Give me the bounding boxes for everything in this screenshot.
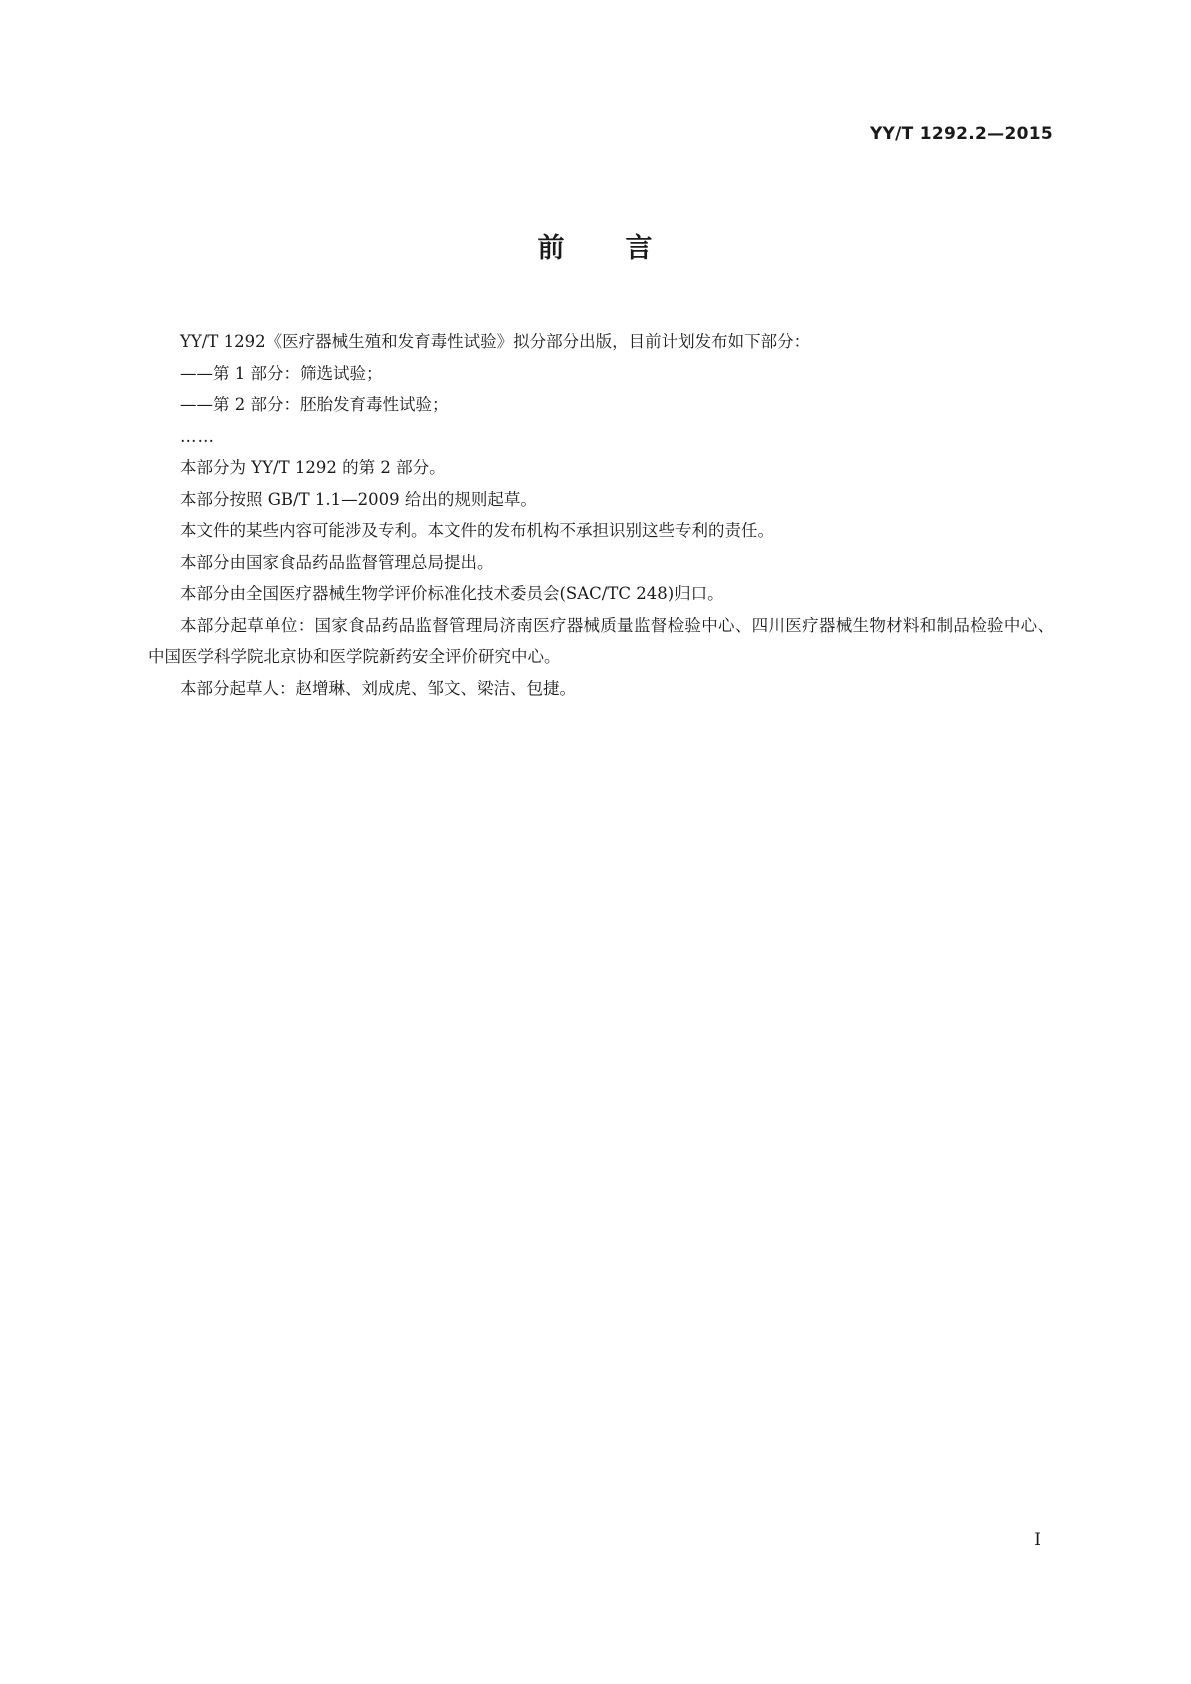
standard-code: YY/T 1292.2—2015 bbox=[869, 124, 1053, 144]
paragraph-drafting-rules: 本部分按照 GB/T 1.1—2009 给出的规则起草。 bbox=[180, 489, 537, 509]
title-char-2: 言 bbox=[625, 233, 654, 264]
paragraph-proposed-by: 本部分由国家食品药品监督管理总局提出。 bbox=[180, 552, 494, 572]
list-ellipsis: …… bbox=[180, 426, 215, 446]
page-number: I bbox=[1034, 1530, 1041, 1550]
foreword-body bbox=[148, 326, 1054, 704]
paragraph-under-jurisdiction: 本部分由全国医疗器械生物学评价标准化技术委员会(SAC/TC 248)归口。 bbox=[180, 584, 724, 603]
paragraph-part-statement: 本部分为 YY/T 1292 的第 2 部分。 bbox=[180, 458, 446, 477]
paragraph-patent-notice: 本文件的某些内容可能涉及专利。本文件的发布机构不承担识别这些专利的责任。 bbox=[180, 521, 774, 540]
page-title bbox=[0, 226, 1191, 265]
title-char-1: 前 bbox=[537, 233, 566, 264]
list-item-part-2: ——第 2 部分：胚胎发育毒性试验； bbox=[180, 395, 449, 414]
paragraph-drafters: 本部分起草人：赵增琳、刘成虎、邹文、梁洁、包捷。 bbox=[180, 678, 576, 698]
paragraph-intro: YY/T 1292《医疗器械生殖和发育毒性试验》拟分部分出版，目前计划发布如下部分： bbox=[180, 332, 811, 351]
list-item-part-1: ——第 1 部分：筛选试验； bbox=[180, 363, 383, 383]
paragraph-drafting-organizations: 本部分起草单位：国家食品药品监督管理局济南医疗器械质量监督检验中心、四川医疗器械生物材料和制品检验中心、中国医学科学院北京协和医学院新药安全评价研究中心。 bbox=[148, 615, 1054, 666]
